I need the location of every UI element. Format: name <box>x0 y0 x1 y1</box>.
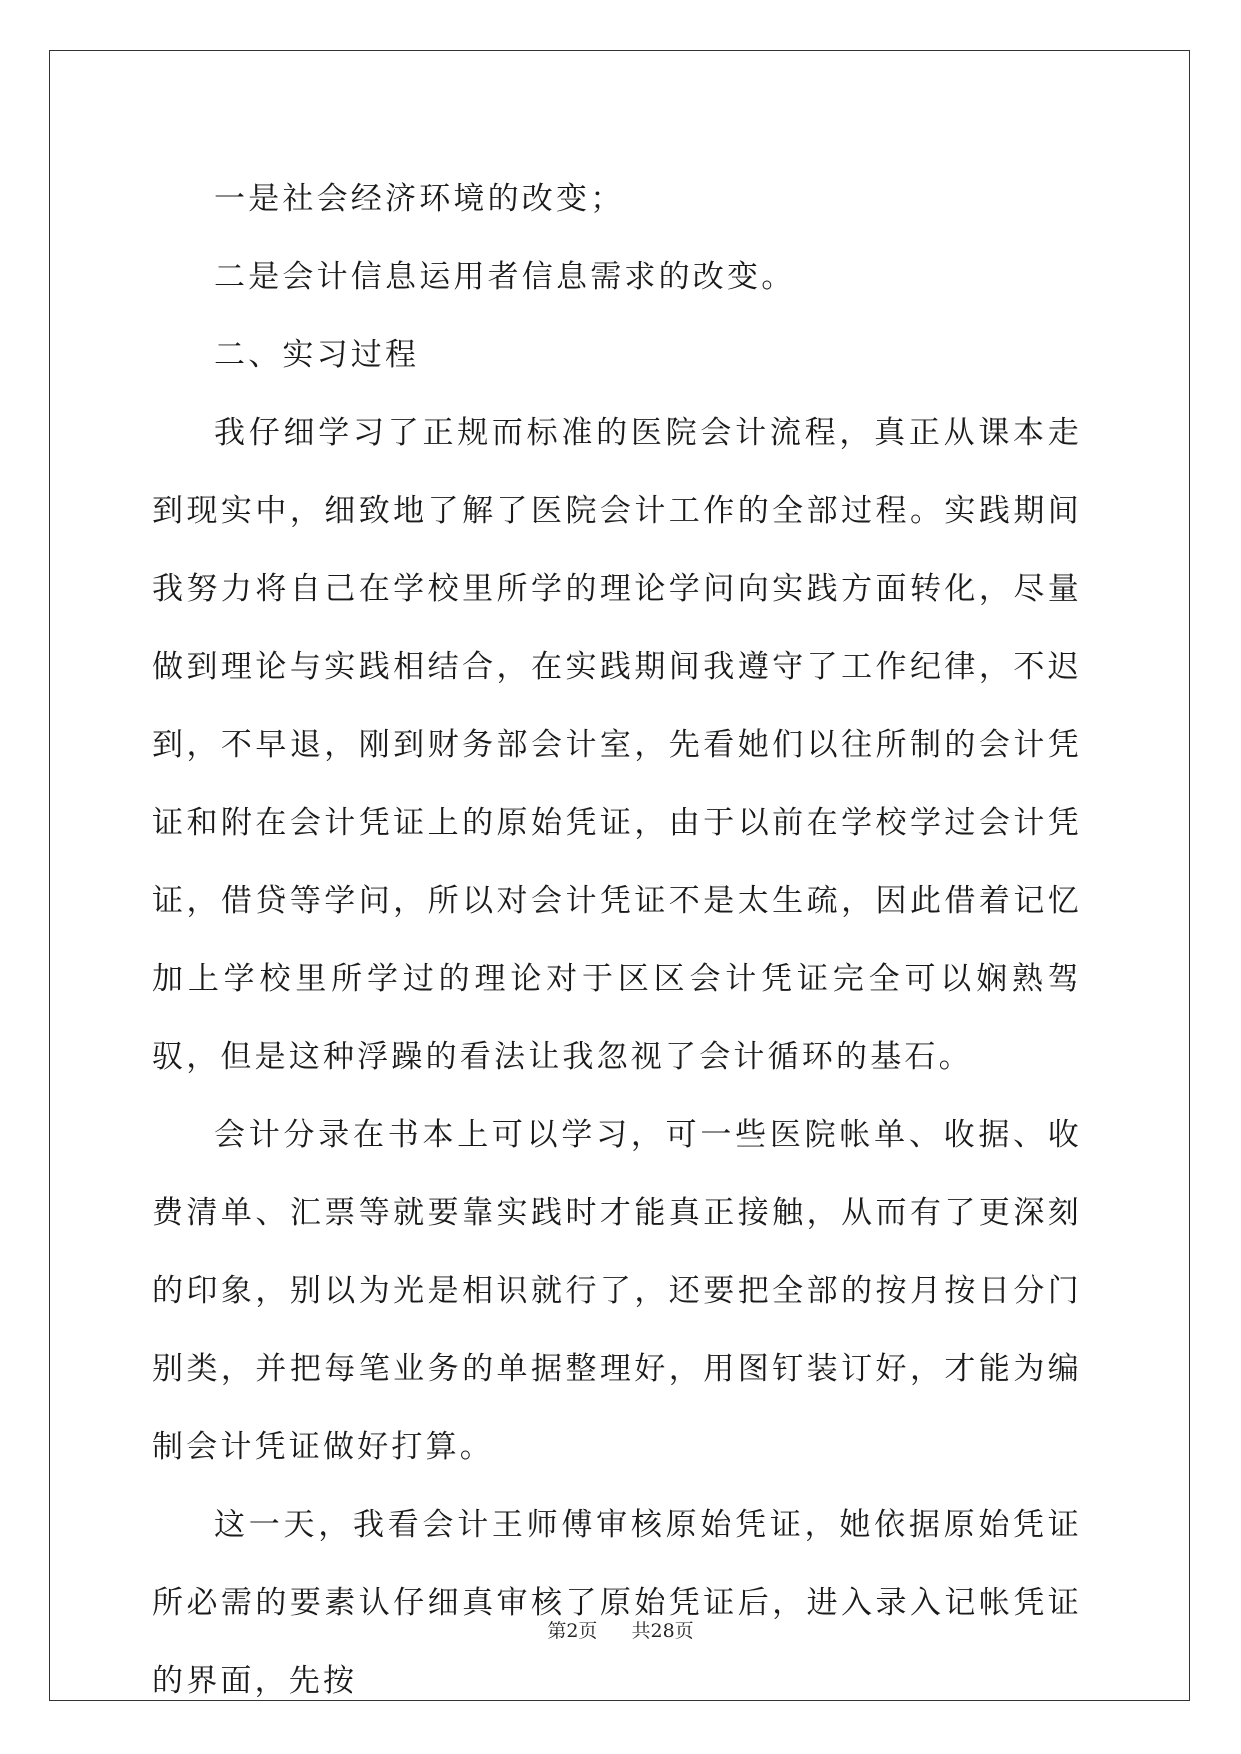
paragraph-3: 我仔细学习了正规而标准的医院会计流程，真正从课本走到现实中，细致地了解了医院会计工作的全部过程。实践期间我努力将自己在学校里所学的理论学问向实践方面转化，尽量做到理论与实践相结合，在实践期间我遵守了工作纪律，不迟到，不早退，刚到财务部会计室，先看她们以往所制的会计凭证和附在会计凭证上的原始凭证，由于以前在学校学过会计凭证，借贷等学问，所以对会计凭证不是太生疏，因此借着记忆加上学校里所学过的理论对于区区会计凭证完全可以娴熟驾驭，但是这种浮躁的看法让我忽视了会计循环的基石。 <box>152 415 1082 1075</box>
paragraph-1: 一是社会经济环境的改变； <box>214 181 625 217</box>
page-footer <box>0 1616 1241 1643</box>
paragraph-4: 会计分录在书本上可以学习，可一些医院帐单、收据、收费清单、汇票等就要靠实践时才能真正接触，从而有了更深刻的印象，别以为光是相识就行了，还要把全部的按月按日分门别类，并把每笔业务的单据整理好，用图钉装订好，才能为编制会计凭证做好打算。 <box>152 1117 1082 1465</box>
total-pages: 共28页 <box>631 1620 694 1642</box>
paragraph-2: 二是会计信息运用者信息需求的改变。 <box>214 259 796 295</box>
document-body <box>152 160 1082 1720</box>
paragraph-5: 这一天，我看会计王师傅审核原始凭证，她依据原始凭证所必需的要素认仔细真审核了原始凭证后，进入录入记帐凭证的界面，先按 <box>152 1507 1082 1699</box>
page-number: 第2页 <box>547 1620 598 1642</box>
section-heading: 二、实习过程 <box>214 337 420 373</box>
